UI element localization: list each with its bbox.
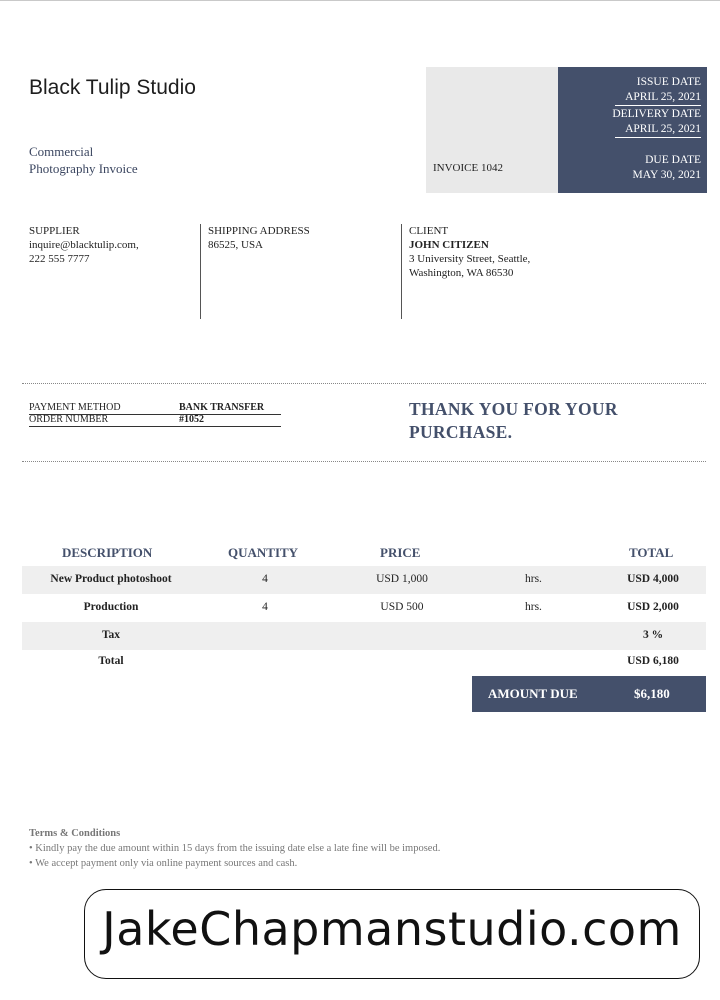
payment-method-label: PAYMENT METHOD [29, 402, 121, 413]
subtitle-line-1: Commercial [29, 144, 94, 159]
tax-label: Tax [101, 629, 121, 641]
subtitle-line-2: Photography Invoice [29, 161, 138, 176]
row-price: USD 1,000 [376, 573, 428, 585]
column-header-description: DESCRIPTION [62, 545, 153, 560]
watermark-banner [84, 889, 700, 979]
delivery-date-label: DELIVERY DATE [612, 108, 701, 120]
supplier-email: inquire@blacktulip.com, [29, 239, 139, 251]
order-number-row [29, 414, 281, 427]
row-quantity: 4 [262, 601, 268, 613]
column-header-quantity: QUANTITY [228, 545, 299, 560]
issue-date-value: APRIL 25, 2021 [615, 90, 701, 106]
client-label: CLIENT [409, 225, 449, 237]
thank-you-line-2: PURCHASE. [409, 422, 513, 442]
client-block [409, 224, 530, 280]
thank-you-message [409, 398, 618, 444]
delivery-date-block [612, 107, 701, 138]
shipping-label: SHIPPING ADDRESS [208, 225, 310, 237]
terms-line-2: • We accept payment only via online payment sources and cash. [29, 858, 298, 869]
amount-due-label: AMOUNT DUE [488, 686, 578, 701]
issue-date-label: ISSUE DATE [636, 76, 701, 88]
client-address-line-1: 3 University Street, Seattle, [409, 253, 531, 265]
dotted-divider [22, 461, 706, 462]
order-number-value: #1052 [179, 414, 204, 425]
column-divider [200, 224, 201, 319]
due-date-block [633, 153, 701, 183]
delivery-date-value: APRIL 25, 2021 [615, 122, 701, 138]
invoice-number-panel [426, 67, 558, 193]
company-name: Black Tulip Studio [29, 76, 196, 99]
row-price: USD 500 [380, 601, 424, 613]
top-divider [0, 0, 720, 1]
amount-due-value: $6,180 [634, 686, 670, 701]
row-description: Production [83, 601, 139, 613]
table-row [22, 566, 706, 594]
total-label: Total [98, 655, 124, 667]
terms-block [29, 826, 440, 871]
table-row [22, 594, 706, 622]
client-name: JOHN CITIZEN [409, 239, 489, 251]
due-date-label: DUE DATE [645, 154, 701, 166]
order-number-label: ORDER NUMBER [29, 414, 109, 425]
due-date-value: MAY 30, 2021 [632, 169, 701, 181]
row-total: USD 2,000 [627, 601, 679, 613]
thank-you-line-1: THANK YOU FOR YOUR [409, 399, 618, 419]
row-unit: hrs. [525, 601, 542, 613]
supplier-phone: 222 555 7777 [29, 253, 90, 265]
tax-row [22, 622, 706, 650]
shipping-address: 86525, USA [208, 239, 264, 251]
shipping-block [208, 224, 310, 252]
amount-due-box [472, 676, 706, 712]
watermark-text: JakeChapmanstudio.com [102, 902, 682, 956]
terms-title: Terms & Conditions [29, 828, 121, 839]
column-header-price: PRICE [380, 545, 421, 560]
dotted-divider [22, 383, 706, 384]
issue-date-block [615, 75, 701, 106]
column-header-total: TOTAL [629, 545, 674, 560]
row-description: New Product photoshoot [50, 573, 172, 585]
payment-method-value: BANK TRANSFER [179, 402, 265, 413]
total-value: USD 6,180 [627, 655, 679, 667]
invoice-number: INVOICE 1042 [433, 162, 503, 174]
supplier-label: SUPPLIER [29, 225, 80, 237]
supplier-block [29, 224, 139, 266]
row-unit: hrs. [525, 573, 542, 585]
dates-panel [558, 67, 707, 193]
row-total: USD 4,000 [627, 573, 679, 585]
row-quantity: 4 [262, 573, 268, 585]
column-divider [401, 224, 402, 319]
invoice-subtitle [29, 143, 138, 177]
client-address-line-2: Washington, WA 86530 [409, 267, 514, 279]
tax-value: 3 % [642, 629, 664, 641]
total-row [22, 648, 706, 676]
terms-line-1: • Kindly pay the due amount within 15 days from the issuing date else a late fine will be imposed. [29, 843, 441, 854]
